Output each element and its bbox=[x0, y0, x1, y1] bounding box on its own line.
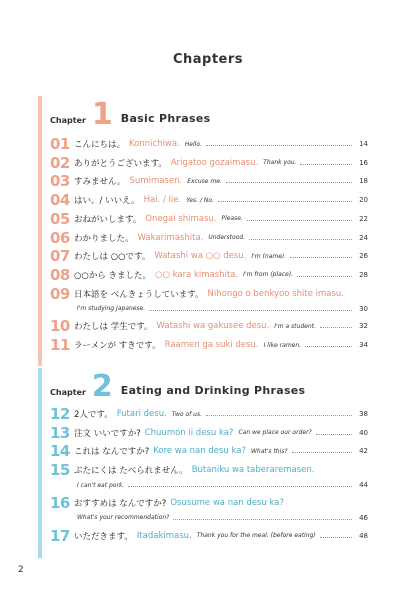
chapter-accent-bar bbox=[38, 96, 42, 366]
toc-row bbox=[50, 406, 368, 422]
page-reference[interactable]: 44 bbox=[359, 481, 368, 490]
english-translation: I'm a student. bbox=[274, 322, 316, 330]
romaji-phrase: Chuumon ii desu ka? bbox=[144, 427, 234, 438]
entry-number: 03 bbox=[50, 172, 70, 191]
toc-entry[interactable] bbox=[50, 286, 368, 316]
page-reference[interactable]: 14 bbox=[359, 140, 368, 148]
dot-leader bbox=[300, 164, 352, 165]
japanese-phrase: いただきます。 bbox=[74, 531, 133, 542]
japanese-phrase: 日本語を べんきょうしています。 bbox=[74, 289, 204, 300]
entry-number: 06 bbox=[50, 228, 70, 247]
dot-leader bbox=[290, 257, 352, 258]
romaji-phrase: Osusume wa nan desu ka? bbox=[170, 497, 285, 508]
dot-leader bbox=[305, 346, 352, 347]
page-reference[interactable]: 16 bbox=[359, 158, 368, 167]
chapter-heading bbox=[50, 96, 210, 130]
dot-leader bbox=[320, 537, 352, 538]
entry-number: 14 bbox=[50, 442, 70, 461]
page-reference[interactable]: 22 bbox=[359, 214, 368, 223]
entry-number: 15 bbox=[50, 461, 70, 480]
page-number: 2 bbox=[18, 565, 24, 575]
toc-row-continued bbox=[50, 478, 368, 492]
toc-entry[interactable] bbox=[50, 267, 368, 283]
japanese-phrase: わたしは ○○です。 bbox=[74, 252, 151, 263]
english-translation: Excuse me. bbox=[187, 177, 222, 185]
toc-row bbox=[50, 318, 368, 334]
romaji-phrase: Arigatoo gozaimasu. bbox=[170, 157, 259, 168]
toc-entry[interactable] bbox=[50, 425, 368, 441]
romaji-phrase: Watashi wa gakusee desu. bbox=[156, 321, 270, 332]
toc-entry[interactable] bbox=[50, 443, 368, 459]
page-reference[interactable]: 40 bbox=[359, 428, 368, 437]
english-translation: Hello. bbox=[184, 140, 202, 148]
page-reference[interactable]: 20 bbox=[359, 196, 368, 205]
toc-entry[interactable] bbox=[50, 337, 368, 353]
english-translation: Understood. bbox=[208, 234, 246, 241]
english-translation: I can't eat pork. bbox=[77, 481, 125, 489]
dot-leader bbox=[206, 415, 352, 416]
toc-entry[interactable] bbox=[50, 528, 368, 544]
english-translation: Two of us. bbox=[171, 410, 202, 418]
toc-row bbox=[50, 267, 368, 283]
japanese-phrase: わたしは 学生です。 bbox=[74, 322, 153, 333]
toc-entry[interactable] bbox=[50, 155, 368, 171]
japanese-phrase: はい。/ いいえ。 bbox=[74, 196, 140, 207]
japanese-phrase: これは なんですか? bbox=[74, 447, 150, 458]
entry-number: 17 bbox=[50, 526, 70, 545]
chapter-label: Chapter bbox=[50, 116, 86, 125]
japanese-phrase: すみません。 bbox=[74, 177, 126, 188]
romaji-phrase: Watashi wa ○○ desu. bbox=[154, 251, 247, 262]
page-reference[interactable]: 32 bbox=[359, 322, 368, 331]
toc-row bbox=[50, 230, 368, 246]
toc-entry[interactable] bbox=[50, 230, 368, 246]
chapter-label: Chapter bbox=[50, 388, 86, 397]
dot-leader bbox=[292, 452, 352, 453]
entry-number: 01 bbox=[50, 135, 70, 153]
toc-row-continued bbox=[50, 511, 368, 525]
entry-number: 16 bbox=[50, 493, 70, 512]
toc-row bbox=[50, 462, 368, 478]
toc-entry[interactable] bbox=[50, 192, 368, 208]
romaji-phrase: Onegai shimasu. bbox=[145, 213, 217, 224]
chapter-number: 2 bbox=[91, 369, 113, 404]
toc-entry[interactable] bbox=[50, 173, 368, 189]
japanese-phrase: 2人です。 bbox=[74, 410, 113, 420]
page-reference[interactable]: 38 bbox=[359, 410, 368, 418]
toc-entry[interactable] bbox=[50, 406, 368, 422]
toc-entry[interactable] bbox=[50, 462, 368, 492]
romaji-phrase: Hai. / Iie. bbox=[143, 195, 182, 206]
toc-row bbox=[50, 248, 368, 264]
dot-leader bbox=[297, 276, 352, 277]
toc-row bbox=[50, 211, 368, 227]
entry-number: 13 bbox=[50, 423, 70, 442]
toc-entry[interactable] bbox=[50, 318, 368, 334]
page-reference[interactable]: 34 bbox=[359, 341, 368, 349]
dot-leader bbox=[320, 327, 352, 328]
entry-number: 10 bbox=[50, 317, 70, 336]
romaji-phrase: Itadakimasu. bbox=[136, 530, 192, 541]
romaji-phrase: Wakarimashita. bbox=[137, 232, 204, 243]
toc-row bbox=[50, 155, 368, 171]
dot-leader bbox=[128, 486, 352, 487]
chapter-title: Eating and Drinking Phrases bbox=[120, 384, 306, 397]
romaji-phrase: Raamen ga suki desu. bbox=[164, 340, 259, 350]
dot-leader bbox=[218, 201, 352, 202]
romaji-phrase: ○○ kara kimashita. bbox=[155, 269, 239, 280]
japanese-phrase: こんにちは。 bbox=[74, 140, 126, 150]
dot-leader bbox=[247, 220, 352, 221]
japanese-phrase: ぶたにくは たべられません。 bbox=[74, 466, 188, 477]
dot-leader bbox=[173, 519, 352, 520]
toc-entry[interactable] bbox=[50, 248, 368, 264]
english-translation: Can we place our order? bbox=[238, 429, 312, 437]
page-reference[interactable]: 18 bbox=[359, 177, 368, 186]
english-translation: I'm (name). bbox=[251, 252, 287, 260]
entry-number: 12 bbox=[50, 405, 70, 423]
romaji-phrase: Konnichiwa. bbox=[129, 139, 180, 149]
chapter-1 bbox=[38, 96, 368, 366]
chapter-heading bbox=[50, 368, 305, 402]
toc-row bbox=[50, 425, 368, 441]
chapter-title: Basic Phrases bbox=[120, 112, 211, 125]
toc-row bbox=[50, 337, 368, 353]
romaji-phrase: Butaniku wa taberaremasen. bbox=[191, 465, 315, 476]
entry-number: 02 bbox=[50, 153, 70, 172]
english-translation: I'm from (place). bbox=[243, 271, 294, 279]
page-reference[interactable]: 28 bbox=[359, 270, 368, 279]
entry-number: 09 bbox=[50, 284, 70, 303]
english-translation: I like ramen. bbox=[263, 341, 302, 349]
english-translation: What's your recommendation? bbox=[77, 514, 170, 522]
toc-row bbox=[50, 192, 368, 208]
english-translation: What's this? bbox=[251, 447, 288, 455]
japanese-phrase: 注文 いいですか? bbox=[74, 428, 141, 439]
japanese-phrase: わかりました。 bbox=[74, 233, 134, 244]
dot-leader bbox=[249, 239, 352, 240]
romaji-phrase: Nihongo o benkyoo shite imasu. bbox=[207, 288, 345, 299]
chapter-2 bbox=[38, 368, 368, 558]
toc-row-continued bbox=[50, 302, 368, 316]
toc-row bbox=[50, 443, 368, 459]
japanese-phrase: おすすめは なんですか? bbox=[74, 498, 167, 509]
japanese-phrase: ラーメンが すきです。 bbox=[74, 341, 161, 351]
chapter-number: 1 bbox=[91, 97, 113, 132]
dot-leader bbox=[226, 182, 352, 183]
entry-number: 07 bbox=[50, 247, 70, 266]
page-reference[interactable]: 30 bbox=[359, 304, 368, 313]
dot-leader bbox=[316, 434, 352, 435]
english-translation: Thank you for the meal. (before eating) bbox=[196, 532, 316, 539]
japanese-phrase: ○○から きました。 bbox=[74, 270, 152, 281]
toc-row bbox=[50, 173, 368, 189]
toc-entry[interactable] bbox=[50, 136, 368, 152]
toc-row bbox=[50, 286, 368, 302]
toc-entry[interactable] bbox=[50, 211, 368, 227]
chapter-accent-bar bbox=[38, 368, 42, 558]
english-translation: Please. bbox=[221, 215, 243, 223]
romaji-phrase: Sumimasen. bbox=[129, 176, 183, 187]
english-translation: I'm studying Japanese. bbox=[77, 305, 146, 313]
english-translation: Thank you. bbox=[263, 159, 297, 167]
toc-row bbox=[50, 136, 368, 152]
entry-number: 11 bbox=[50, 336, 70, 354]
page-reference[interactable]: 26 bbox=[359, 252, 368, 261]
english-translation: Yes. / No. bbox=[186, 196, 214, 204]
romaji-phrase: Futari desu. bbox=[116, 409, 167, 419]
toc-row bbox=[50, 495, 368, 511]
entry-number: 05 bbox=[50, 209, 70, 228]
page-reference[interactable]: 24 bbox=[359, 233, 368, 242]
japanese-phrase: ありがとうございます。 bbox=[74, 158, 167, 169]
page-title: Chapters bbox=[172, 52, 244, 67]
entry-number: 08 bbox=[50, 265, 70, 284]
toc-row bbox=[50, 528, 368, 544]
japanese-phrase: おねがいします。 bbox=[74, 214, 142, 225]
entry-number: 04 bbox=[50, 191, 70, 210]
page-reference[interactable]: 42 bbox=[359, 447, 368, 456]
toc-entry[interactable] bbox=[50, 495, 368, 525]
dot-leader bbox=[206, 145, 352, 146]
romaji-phrase: Kore wa nan desu ka? bbox=[153, 446, 246, 457]
dot-leader bbox=[149, 310, 352, 311]
page-reference[interactable]: 48 bbox=[359, 531, 368, 540]
page-reference[interactable]: 46 bbox=[359, 513, 368, 522]
